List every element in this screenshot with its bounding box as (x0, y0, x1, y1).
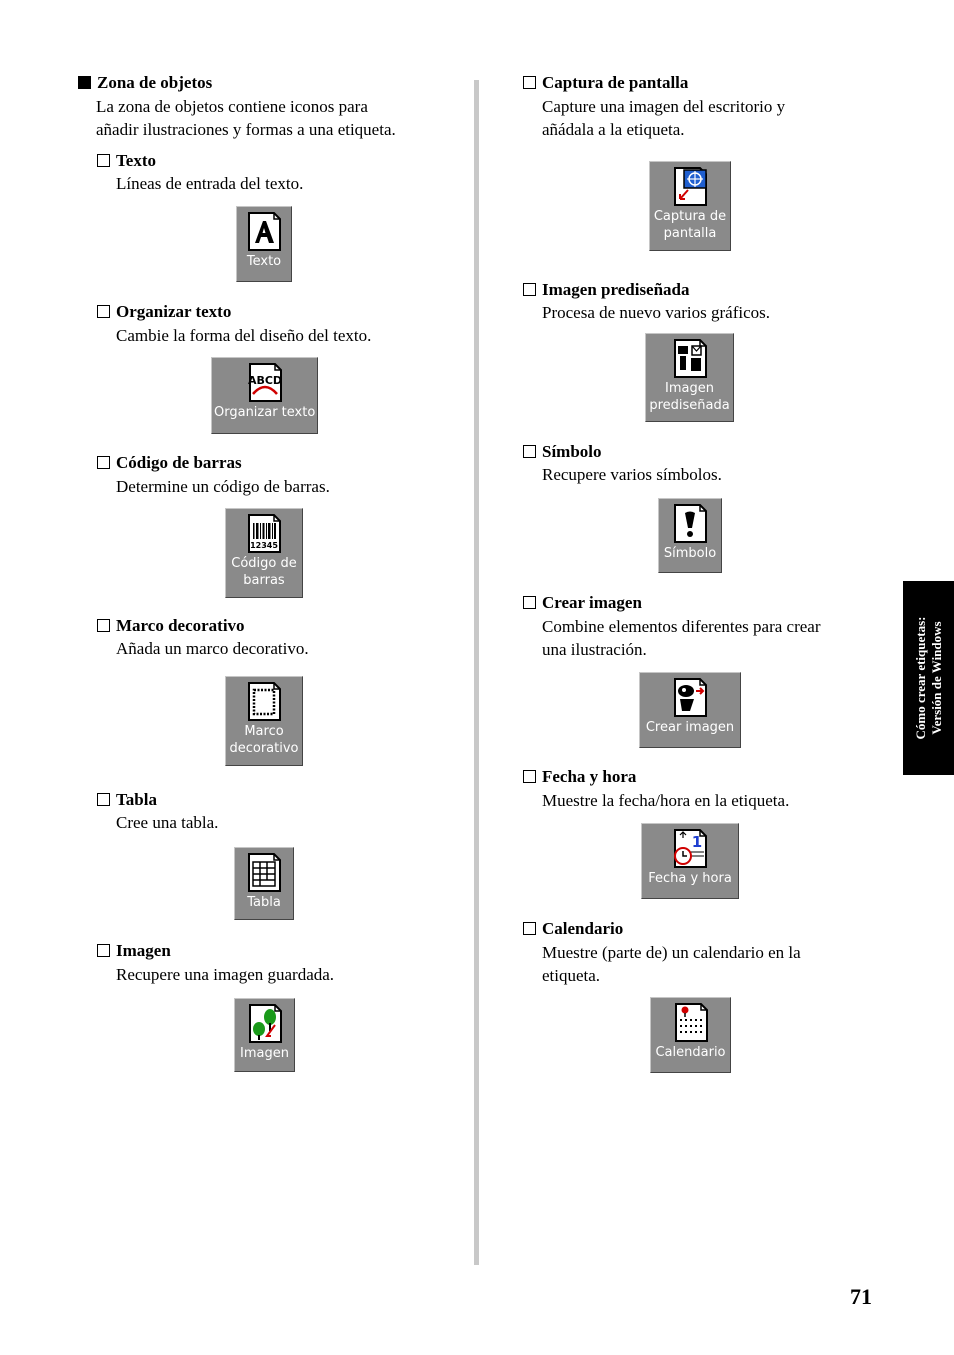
svg-text:12345: 12345 (250, 541, 278, 550)
texto-description: Líneas de entrada del texto. (116, 174, 304, 193)
checkbox-bullet (97, 619, 110, 632)
side-tab-text: Cómo crear etiquetas: Versión de Windows (912, 616, 944, 740)
calendario-description: Muestre (parte de) un calendario en la etiqueta. (542, 943, 801, 985)
table-icon (244, 852, 284, 894)
marco-decorativo-button[interactable]: Marco decorativo (225, 676, 303, 766)
organizar-heading: Organizar texto (97, 302, 231, 322)
checkbox-bullet (97, 305, 110, 318)
calendario-heading: Calendario (523, 919, 623, 939)
column-divider (474, 80, 479, 1265)
codigo-heading: Código de barras (97, 453, 242, 473)
checkbox-bullet (97, 154, 110, 167)
text-icon (244, 211, 284, 253)
captura-heading: Captura de pantalla (523, 73, 688, 93)
image-icon (245, 1003, 285, 1045)
calendario-button[interactable]: Calendario (650, 997, 731, 1073)
marco-description: Añada un marco decorativo. (116, 639, 309, 658)
marco-heading: Marco decorativo (97, 616, 245, 636)
checkbox-bullet (523, 76, 536, 89)
organizar-texto-button[interactable]: ABCD Organizar texto (211, 357, 318, 434)
svg-text:1: 1 (691, 833, 703, 851)
page-number: 71 (850, 1284, 872, 1309)
fecha-description: Muestre la fecha/hora en la etiqueta. (542, 791, 790, 810)
tabla-button[interactable]: Tabla (234, 847, 294, 920)
crear-description: Combine elementos diferentes para crear una ilustración. (542, 617, 821, 659)
screen-capture-icon (670, 166, 710, 208)
imagen-description: Recupere una imagen guardada. (116, 965, 335, 984)
crear-imagen-button[interactable]: Crear imagen (639, 672, 741, 748)
simbolo-heading: Símbolo (523, 442, 602, 462)
calendar-icon (671, 1002, 711, 1044)
checkbox-bullet (523, 596, 536, 609)
codigo-description: Determine un código de barras. (116, 477, 330, 496)
zone-description: La zona de objetos contiene iconos para añadir ilustraciones y formas a una etiqueta. (96, 97, 396, 139)
crear-heading: Crear imagen (523, 593, 642, 613)
checkbox-bullet (97, 944, 110, 957)
checkbox-bullet (523, 922, 536, 935)
arrange-text-icon (245, 362, 285, 404)
clip-art-icon (670, 338, 710, 380)
imagen-heading: Imagen (97, 941, 171, 961)
frame-icon (244, 681, 284, 723)
texto-heading: Texto (97, 151, 156, 171)
prediseñada-heading: Imagen prediseñada (523, 280, 690, 300)
captura-description: Capture una imagen del escritorio y añádala a la etiqueta. (542, 97, 786, 139)
captura-de-pantalla-button[interactable]: Captura de pantalla (649, 161, 731, 251)
zone-heading: Zona de objetos (78, 73, 212, 93)
imagen-prediseñada-button[interactable]: Imagen prediseñada (645, 333, 734, 422)
imagen-button[interactable]: Imagen (234, 998, 295, 1072)
checkbox-bullet (97, 456, 110, 469)
texto-button[interactable]: Texto (236, 206, 292, 282)
fecha-y-hora-button[interactable]: 1 Fecha y hora (641, 823, 739, 899)
checkbox-bullet (523, 283, 536, 296)
side-chapter-tab (903, 581, 954, 775)
simbolo-description: Recupere varios símbolos. (542, 465, 722, 484)
simbolo-button[interactable]: Símbolo (658, 498, 722, 573)
prediseñada-description: Procesa de nuevo varios gráficos. (542, 303, 771, 322)
organizar-description: Cambie la forma del diseño del texto. (116, 326, 372, 345)
make-picture-icon (670, 677, 710, 719)
checkbox-bullet (523, 445, 536, 458)
tabla-heading: Tabla (97, 790, 157, 810)
tabla-description: Cree una tabla. (116, 813, 219, 832)
codigo-de-barras-button[interactable]: 12345 Código de barras (225, 508, 303, 598)
checkbox-bullet (523, 770, 536, 783)
filled-square-bullet (78, 76, 91, 89)
date-time-icon (670, 828, 710, 870)
checkbox-bullet (97, 793, 110, 806)
svg-text:ABCD: ABCD (247, 374, 282, 387)
symbol-icon (670, 503, 710, 545)
barcode-icon (244, 513, 284, 555)
fecha-heading: Fecha y hora (523, 767, 636, 787)
